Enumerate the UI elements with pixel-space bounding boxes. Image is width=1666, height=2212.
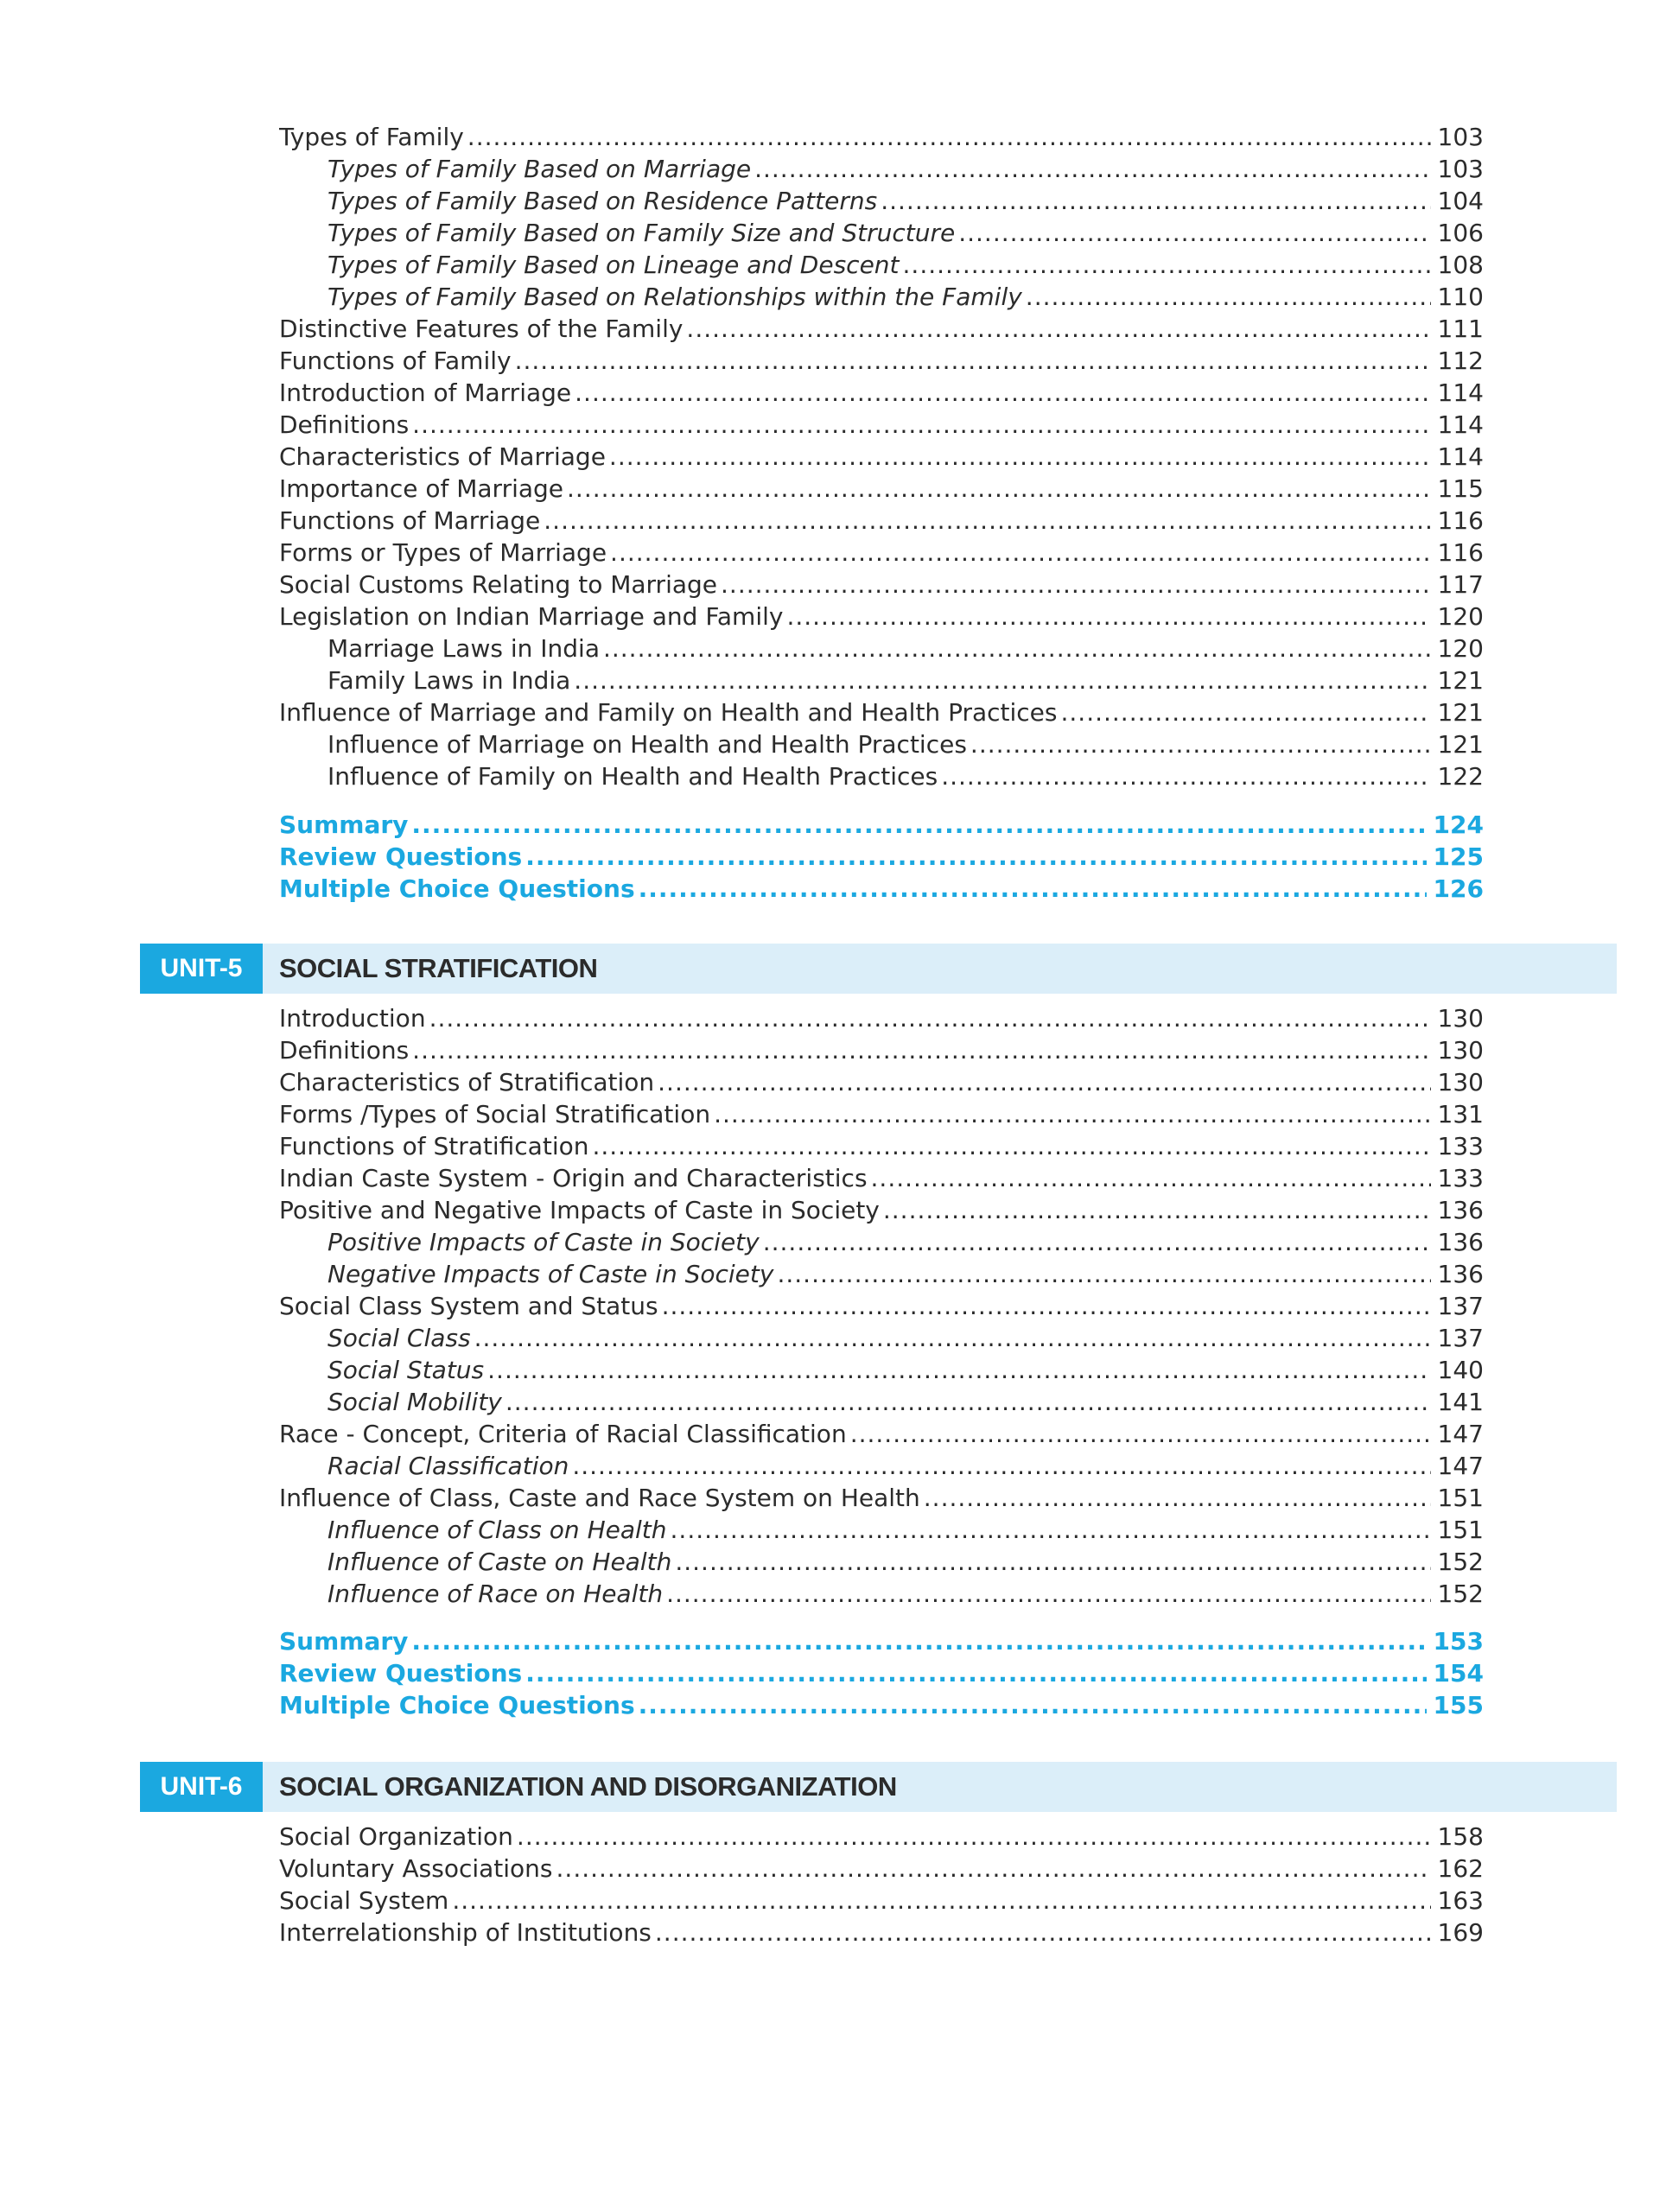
- toc-entry-page: 130: [1437, 1004, 1484, 1033]
- toc-entry-title: Positive Impacts of Caste in Society: [327, 1228, 760, 1256]
- dot-leader: [572, 1451, 1430, 1482]
- toc-entry-title: Family Laws in India: [327, 666, 571, 695]
- toc-entry-page: 103: [1437, 123, 1484, 151]
- toc-entry[interactable]: [279, 1419, 1484, 1450]
- dot-leader: [721, 569, 1431, 601]
- toc-entry-page: 110: [1437, 283, 1484, 311]
- toc-entry-title: Types of Family Based on Marriage: [327, 155, 752, 183]
- dot-leader: [958, 218, 1430, 249]
- dot-leader: [941, 761, 1430, 792]
- toc-subentry[interactable]: [327, 1227, 1484, 1258]
- toc-entry-page: 137: [1437, 1292, 1484, 1320]
- toc-entry-title: Multiple Choice Questions: [279, 874, 635, 903]
- toc-entry-title: Forms or Types of Marriage: [279, 538, 607, 567]
- toc-entry-title: Review Questions: [279, 1659, 523, 1688]
- toc-entry[interactable]: [279, 122, 1484, 153]
- toc-entry-page: 151: [1437, 1484, 1484, 1512]
- toc-entry-title: Negative Impacts of Caste in Society: [327, 1260, 774, 1288]
- toc-entry-title: Definitions: [279, 1036, 410, 1065]
- dot-leader: [777, 1259, 1430, 1290]
- toc-mcq-entry[interactable]: [279, 874, 1484, 905]
- toc-entry-page: 114: [1437, 410, 1484, 439]
- toc-subentry[interactable]: [327, 282, 1484, 313]
- dot-leader: [881, 186, 1430, 217]
- toc-entry-page: 152: [1437, 1548, 1484, 1576]
- toc-entry-title: Influence of Class on Health: [327, 1516, 667, 1544]
- toc-entry-page: 154: [1433, 1659, 1484, 1688]
- toc-subentry[interactable]: [327, 1579, 1484, 1610]
- dot-leader: [411, 1626, 1426, 1657]
- dot-leader: [1061, 697, 1431, 728]
- toc-entry-page: 116: [1437, 538, 1484, 567]
- toc-entry-page: 136: [1437, 1196, 1484, 1224]
- dot-leader: [883, 1195, 1431, 1226]
- toc-entry-title: Summary: [279, 1627, 409, 1656]
- toc-entry[interactable]: [279, 1885, 1484, 1916]
- toc-entry-title: Influence of Family on Health and Health Practices: [327, 762, 938, 791]
- toc-entry-page: 130: [1437, 1068, 1484, 1096]
- toc-entry-title: Race - Concept, Criteria of Racial Classification: [279, 1420, 847, 1448]
- toc-entry-page: 141: [1437, 1388, 1484, 1416]
- toc-entry-page: 140: [1437, 1356, 1484, 1384]
- toc-subentry[interactable]: [327, 154, 1484, 185]
- toc-entry[interactable]: [279, 1291, 1484, 1322]
- toc-entry-title: Influence of Caste on Health: [327, 1548, 672, 1576]
- toc-review-entry[interactable]: [279, 842, 1484, 873]
- dot-leader: [671, 1515, 1431, 1546]
- toc-entry-title: Review Questions: [279, 842, 523, 871]
- toc-subentry[interactable]: [327, 186, 1484, 217]
- toc-entry-page: 125: [1433, 842, 1484, 871]
- toc-entry[interactable]: [279, 1195, 1484, 1226]
- dot-leader: [412, 410, 1430, 441]
- dot-leader: [754, 154, 1430, 185]
- toc-subentry[interactable]: [327, 633, 1484, 664]
- dot-leader: [639, 1690, 1427, 1721]
- toc-entry-title: Introduction: [279, 1004, 426, 1033]
- toc-subentry[interactable]: [327, 1259, 1484, 1290]
- toc-entry-page: 147: [1437, 1452, 1484, 1480]
- toc-entry-page: 152: [1437, 1580, 1484, 1608]
- dot-leader: [714, 1099, 1430, 1130]
- dot-leader: [903, 250, 1431, 281]
- toc-entry-page: 115: [1437, 474, 1484, 503]
- dot-leader: [429, 1003, 1431, 1034]
- toc-entry-page: 162: [1437, 1854, 1484, 1883]
- toc-entry[interactable]: [279, 1003, 1484, 1034]
- toc-entry[interactable]: [279, 346, 1484, 377]
- toc-entry-page: 121: [1437, 666, 1484, 695]
- dot-leader: [639, 874, 1427, 905]
- dot-leader: [666, 1579, 1430, 1610]
- dot-leader: [556, 1853, 1431, 1885]
- toc-entry-title: Functions of Family: [279, 346, 512, 375]
- toc-entry[interactable]: [279, 505, 1484, 537]
- toc-entry[interactable]: [279, 1035, 1484, 1066]
- toc-entry[interactable]: [279, 1853, 1484, 1885]
- toc-entry-page: 136: [1437, 1228, 1484, 1256]
- toc-entry-page: 137: [1437, 1324, 1484, 1352]
- toc-entry-page: 131: [1437, 1100, 1484, 1128]
- toc-entry-page: 147: [1437, 1420, 1484, 1448]
- toc-entry-title: Functions of Marriage: [279, 506, 541, 535]
- toc-entry-page: 103: [1437, 155, 1484, 183]
- toc-subentry[interactable]: [327, 1355, 1484, 1386]
- toc-subentry[interactable]: [327, 1451, 1484, 1482]
- toc-entry[interactable]: [279, 537, 1484, 569]
- dot-leader: [474, 1323, 1431, 1354]
- toc-entry-page: 153: [1433, 1627, 1484, 1656]
- toc-entry-title: Social Mobility: [327, 1388, 502, 1416]
- dot-leader: [515, 346, 1431, 377]
- toc-entry-title: Voluntary Associations: [279, 1854, 553, 1883]
- toc-entry[interactable]: [279, 410, 1484, 441]
- dot-leader: [871, 1163, 1431, 1194]
- toc-subentry[interactable]: [327, 1547, 1484, 1578]
- toc-entry-title: Types of Family Based on Family Size and Structure: [327, 219, 956, 247]
- toc-entry-page: 121: [1437, 730, 1484, 759]
- toc-entry-page: 155: [1433, 1691, 1484, 1719]
- dot-leader: [924, 1483, 1431, 1514]
- dot-leader: [412, 1035, 1430, 1066]
- dot-leader: [675, 1547, 1430, 1578]
- toc-entry-title: Social Status: [327, 1356, 485, 1384]
- toc-entry-page: 151: [1437, 1516, 1484, 1544]
- toc-entry-title: Social Class System and Status: [279, 1292, 658, 1320]
- toc-entry-title: Interrelationship of Institutions: [279, 1918, 652, 1947]
- dot-leader: [525, 1658, 1426, 1689]
- toc-entry-page: 122: [1437, 762, 1484, 791]
- dot-leader: [662, 1291, 1431, 1322]
- toc-entry-title: Multiple Choice Questions: [279, 1691, 635, 1719]
- dot-leader: [970, 729, 1431, 760]
- dot-leader: [574, 665, 1430, 696]
- toc-entry-page: 114: [1437, 442, 1484, 471]
- toc-subentry[interactable]: [327, 665, 1484, 696]
- toc-entry-page: 158: [1437, 1822, 1484, 1851]
- toc-entry-page: 126: [1433, 874, 1484, 903]
- toc-entry[interactable]: [279, 601, 1484, 632]
- toc-entry[interactable]: [279, 1821, 1484, 1853]
- toc-entry-page: 106: [1437, 219, 1484, 247]
- toc-entry-title: Forms /Types of Social Stratification: [279, 1100, 711, 1128]
- toc-entry-title: Social Class: [327, 1324, 471, 1352]
- dot-leader: [786, 601, 1430, 632]
- toc-entry-page: 116: [1437, 506, 1484, 535]
- toc-entry-page: 108: [1437, 251, 1484, 279]
- toc-entry[interactable]: [279, 1131, 1484, 1162]
- dot-leader: [525, 842, 1426, 873]
- dot-leader: [411, 810, 1426, 841]
- toc-entry[interactable]: [279, 1917, 1484, 1948]
- toc-entry-title: Influence of Race on Health: [327, 1580, 664, 1608]
- toc-entry-page: 169: [1437, 1918, 1484, 1947]
- dot-leader: [452, 1885, 1430, 1916]
- dot-leader: [610, 537, 1431, 569]
- toc-entry-page: 124: [1433, 810, 1484, 839]
- toc-subentry[interactable]: [327, 729, 1484, 760]
- toc-entry-title: Characteristics of Stratification: [279, 1068, 655, 1096]
- toc-entry[interactable]: [279, 1483, 1484, 1514]
- unit-label: UNIT-5: [140, 944, 263, 994]
- toc-entry[interactable]: [279, 569, 1484, 601]
- dot-leader: [850, 1419, 1431, 1450]
- dot-leader: [655, 1917, 1431, 1948]
- toc-entry-title: Influence of Marriage on Health and Health Practices: [327, 730, 967, 759]
- toc-entry-page: 163: [1437, 1886, 1484, 1915]
- toc-entry[interactable]: [279, 1099, 1484, 1130]
- toc-entry-title: Positive and Negative Impacts of Caste in Society: [279, 1196, 880, 1224]
- toc-summary-entry[interactable]: [279, 1626, 1484, 1657]
- dot-leader: [575, 378, 1430, 409]
- toc-entry-page: 133: [1437, 1164, 1484, 1192]
- toc-entry-title: Types of Family Based on Residence Patterns: [327, 187, 878, 215]
- unit-label: UNIT-6: [140, 1762, 263, 1812]
- dot-leader: [544, 505, 1430, 537]
- toc-entry[interactable]: [279, 1163, 1484, 1194]
- toc-entry-page: 104: [1437, 187, 1484, 215]
- toc-summary-entry[interactable]: [279, 810, 1484, 841]
- toc-subentry[interactable]: [327, 250, 1484, 281]
- toc-entry-title: Summary: [279, 810, 409, 839]
- toc-entry-title: Types of Family: [279, 123, 464, 151]
- toc-review-entry[interactable]: [279, 1658, 1484, 1689]
- dot-leader: [506, 1387, 1431, 1418]
- toc-entry-title: Social System: [279, 1886, 449, 1915]
- toc-entry-page: 112: [1437, 346, 1484, 375]
- toc-entry-title: Characteristics of Marriage: [279, 442, 606, 471]
- toc-subentry[interactable]: [327, 1515, 1484, 1546]
- toc-entry-title: Distinctive Features of the Family: [279, 315, 684, 343]
- dot-leader: [686, 314, 1430, 345]
- dot-leader: [567, 474, 1431, 505]
- toc-entry[interactable]: [279, 474, 1484, 505]
- toc-entry-title: Legislation on Indian Marriage and Family: [279, 602, 784, 631]
- toc-entry[interactable]: [279, 442, 1484, 473]
- toc-entry[interactable]: [279, 378, 1484, 409]
- toc-entry-title: Racial Classification: [327, 1452, 569, 1480]
- unit-title: SOCIAL ORGANIZATION AND DISORGANIZATION: [279, 1771, 897, 1802]
- toc-entry[interactable]: [279, 314, 1484, 345]
- dot-leader: [592, 1131, 1430, 1162]
- toc-entry-title: Influence of Class, Caste and Race System on Health: [279, 1484, 920, 1512]
- toc-entry-title: Social Organization: [279, 1822, 513, 1851]
- toc-entry-title: Marriage Laws in India: [327, 634, 600, 663]
- toc-entry-title: Types of Family Based on Lineage and Descent: [327, 251, 900, 279]
- toc-entry-title: Functions of Stratification: [279, 1132, 589, 1160]
- dot-leader: [467, 122, 1431, 153]
- toc-entry-title: Introduction of Marriage: [279, 378, 572, 407]
- toc-entry-page: 111: [1437, 315, 1484, 343]
- toc-subentry[interactable]: [327, 218, 1484, 249]
- dot-leader: [487, 1355, 1430, 1386]
- toc-subentry[interactable]: [327, 1387, 1484, 1418]
- toc-entry-title: Social Customs Relating to Marriage: [279, 570, 718, 599]
- toc-entry-page: 120: [1437, 602, 1484, 631]
- toc-mcq-entry[interactable]: [279, 1690, 1484, 1721]
- dot-leader: [517, 1821, 1431, 1853]
- toc-entry-page: 117: [1437, 570, 1484, 599]
- dot-leader: [658, 1067, 1430, 1098]
- toc-entry-page: 136: [1437, 1260, 1484, 1288]
- toc-entry-title: Importance of Marriage: [279, 474, 564, 503]
- toc-entry-page: 130: [1437, 1036, 1484, 1065]
- toc-entry-title: Influence of Marriage and Family on Health and Health Practices: [279, 698, 1058, 727]
- dot-leader: [603, 633, 1431, 664]
- toc-entry-page: 121: [1437, 698, 1484, 727]
- toc-entry-title: Definitions: [279, 410, 410, 439]
- unit-title: SOCIAL STRATIFICATION: [279, 953, 598, 983]
- toc-entry-title: Types of Family Based on Relationships within the Family: [327, 283, 1022, 311]
- dot-leader: [609, 442, 1431, 473]
- toc-entry-page: 114: [1437, 378, 1484, 407]
- toc-subentry[interactable]: [327, 1323, 1484, 1354]
- toc-entry[interactable]: [279, 697, 1484, 728]
- toc-entry-title: Indian Caste System - Origin and Characteristics: [279, 1164, 868, 1192]
- dot-leader: [763, 1227, 1431, 1258]
- toc-subentry[interactable]: [327, 761, 1484, 792]
- dot-leader: [1026, 282, 1431, 313]
- toc-entry-page: 133: [1437, 1132, 1484, 1160]
- toc-entry-page: 120: [1437, 634, 1484, 663]
- toc-entry[interactable]: [279, 1067, 1484, 1098]
